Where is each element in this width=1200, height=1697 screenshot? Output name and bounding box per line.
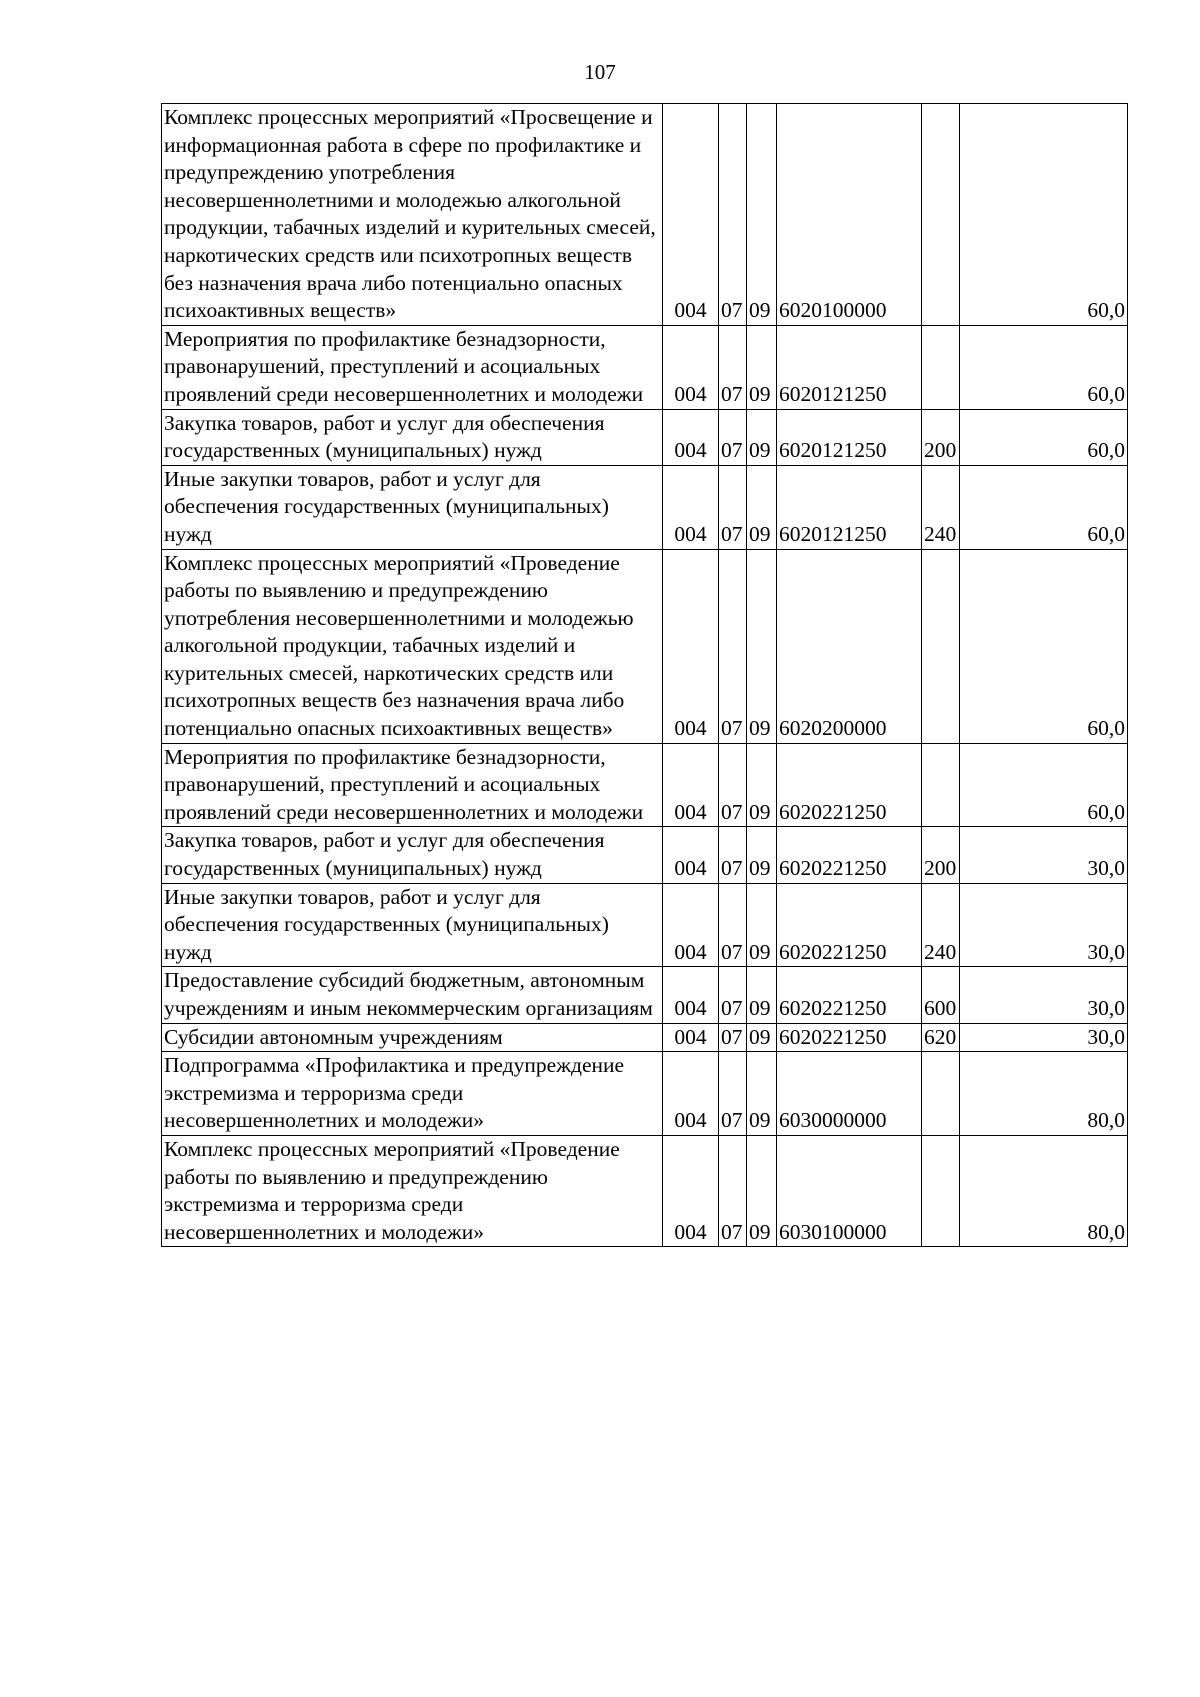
table-row <box>162 325 1128 409</box>
target-article-code: 6020221250 <box>777 1023 922 1052</box>
ved-code: 004 <box>663 409 719 465</box>
target-article-code: 6020221250 <box>777 883 922 967</box>
table-row <box>162 1023 1128 1052</box>
expense-type-code <box>922 1135 960 1246</box>
amount: 30,0 <box>960 967 1128 1023</box>
subsection-code: 09 <box>747 465 777 549</box>
amount: 80,0 <box>960 1135 1128 1246</box>
row-name: Закупка товаров, работ и услуг для обеспечения государственных (муниципальных) нужд <box>162 827 663 883</box>
section-code: 07 <box>719 325 747 409</box>
budget-table <box>161 103 1128 1247</box>
table-row <box>162 743 1128 827</box>
table-row <box>162 104 1128 326</box>
row-name: Иные закупки товаров, работ и услуг для обеспечения государственных (муниципальных) нужд <box>162 883 663 967</box>
row-name: Подпрограмма «Профилактика и предупреждение экстремизма и терроризма среди несовершеннолетних и молодежи» <box>162 1052 663 1136</box>
section-code: 07 <box>719 883 747 967</box>
section-code: 07 <box>719 104 747 326</box>
page-number: 107 <box>584 60 616 84</box>
section-code: 07 <box>719 409 747 465</box>
section-code: 07 <box>719 1135 747 1246</box>
expense-type-code: 620 <box>922 1023 960 1052</box>
row-name: Субсидии автономным учреждениям <box>162 1023 663 1052</box>
section-code: 07 <box>719 827 747 883</box>
row-name: Закупка товаров, работ и услуг для обеспечения государственных (муниципальных) нужд <box>162 409 663 465</box>
section-code: 07 <box>719 967 747 1023</box>
section-code: 07 <box>719 549 747 743</box>
expense-type-code: 240 <box>922 883 960 967</box>
subsection-code: 09 <box>747 104 777 326</box>
ved-code: 004 <box>663 827 719 883</box>
row-name: Комплекс процессных мероприятий «Просвещение и информационная работа в сфере по профилактике и предупреждению употребления несовершеннолетними и молодежью алкогольной продукции, табачных изделий и курительных смесей, наркотических средств или психотропных веществ без назначения врача либо потенциально опасных психоактивных веществ» <box>162 104 663 326</box>
amount: 60,0 <box>960 325 1128 409</box>
target-article-code: 6030000000 <box>777 1052 922 1136</box>
subsection-code: 09 <box>747 1023 777 1052</box>
subsection-code: 09 <box>747 967 777 1023</box>
table-row <box>162 1135 1128 1246</box>
subsection-code: 09 <box>747 325 777 409</box>
subsection-code: 09 <box>747 743 777 827</box>
expense-type-code <box>922 1052 960 1136</box>
target-article-code: 6020121250 <box>777 465 922 549</box>
row-name: Мероприятия по профилактике безнадзорности, правонарушений, преступлений и асоциальных проявлений среди несовершеннолетних и молодежи <box>162 743 663 827</box>
target-article-code: 6030100000 <box>777 1135 922 1246</box>
table-row <box>162 827 1128 883</box>
target-article-code: 6020121250 <box>777 325 922 409</box>
amount: 30,0 <box>960 1023 1128 1052</box>
table-row <box>162 883 1128 967</box>
row-name: Комплекс процессных мероприятий «Проведение работы по выявлению и предупреждению употребления несовершеннолетними и молодежью алкогольной продукции, табачных изделий и курительных смесей, наркотических средств или психотропных веществ без назначения врача либо потенциально опасных психоактивных веществ» <box>162 549 663 743</box>
table-row <box>162 1052 1128 1136</box>
section-code: 07 <box>719 465 747 549</box>
subsection-code: 09 <box>747 409 777 465</box>
subsection-code: 09 <box>747 1052 777 1136</box>
amount: 60,0 <box>960 743 1128 827</box>
expense-type-code <box>922 549 960 743</box>
table-row <box>162 465 1128 549</box>
row-name: Иные закупки товаров, работ и услуг для обеспечения государственных (муниципальных) нужд <box>162 465 663 549</box>
ved-code: 004 <box>663 967 719 1023</box>
ved-code: 004 <box>663 1023 719 1052</box>
ved-code: 004 <box>663 465 719 549</box>
ved-code: 004 <box>663 1135 719 1246</box>
amount: 30,0 <box>960 827 1128 883</box>
subsection-code: 09 <box>747 883 777 967</box>
table-row <box>162 967 1128 1023</box>
ved-code: 004 <box>663 325 719 409</box>
amount: 60,0 <box>960 104 1128 326</box>
expense-type-code: 600 <box>922 967 960 1023</box>
expense-type-code: 200 <box>922 827 960 883</box>
amount: 80,0 <box>960 1052 1128 1136</box>
target-article-code: 6020200000 <box>777 549 922 743</box>
row-name: Комплекс процессных мероприятий «Проведение работы по выявлению и предупреждению экстремизма и терроризма среди несовершеннолетних и молодежи» <box>162 1135 663 1246</box>
section-code: 07 <box>719 743 747 827</box>
expense-type-code: 240 <box>922 465 960 549</box>
expense-type-code <box>922 743 960 827</box>
amount: 60,0 <box>960 549 1128 743</box>
target-article-code: 6020121250 <box>777 409 922 465</box>
target-article-code: 6020100000 <box>777 104 922 326</box>
row-name: Предоставление субсидий бюджетным, автономным учреждениям и иным некоммерческим организациям <box>162 967 663 1023</box>
section-code: 07 <box>719 1052 747 1136</box>
expense-type-code <box>922 104 960 326</box>
target-article-code: 6020221250 <box>777 743 922 827</box>
section-code: 07 <box>719 1023 747 1052</box>
ved-code: 004 <box>663 1052 719 1136</box>
expense-type-code <box>922 325 960 409</box>
subsection-code: 09 <box>747 549 777 743</box>
amount: 60,0 <box>960 409 1128 465</box>
ved-code: 004 <box>663 104 719 326</box>
ved-code: 004 <box>663 743 719 827</box>
table-row <box>162 549 1128 743</box>
amount: 60,0 <box>960 465 1128 549</box>
ved-code: 004 <box>663 883 719 967</box>
target-article-code: 6020221250 <box>777 967 922 1023</box>
subsection-code: 09 <box>747 827 777 883</box>
expense-type-code: 200 <box>922 409 960 465</box>
ved-code: 004 <box>663 549 719 743</box>
table-row <box>162 409 1128 465</box>
row-name: Мероприятия по профилактике безнадзорности, правонарушений, преступлений и асоциальных проявлений среди несовершеннолетних и молодежи <box>162 325 663 409</box>
target-article-code: 6020221250 <box>777 827 922 883</box>
amount: 30,0 <box>960 883 1128 967</box>
subsection-code: 09 <box>747 1135 777 1246</box>
